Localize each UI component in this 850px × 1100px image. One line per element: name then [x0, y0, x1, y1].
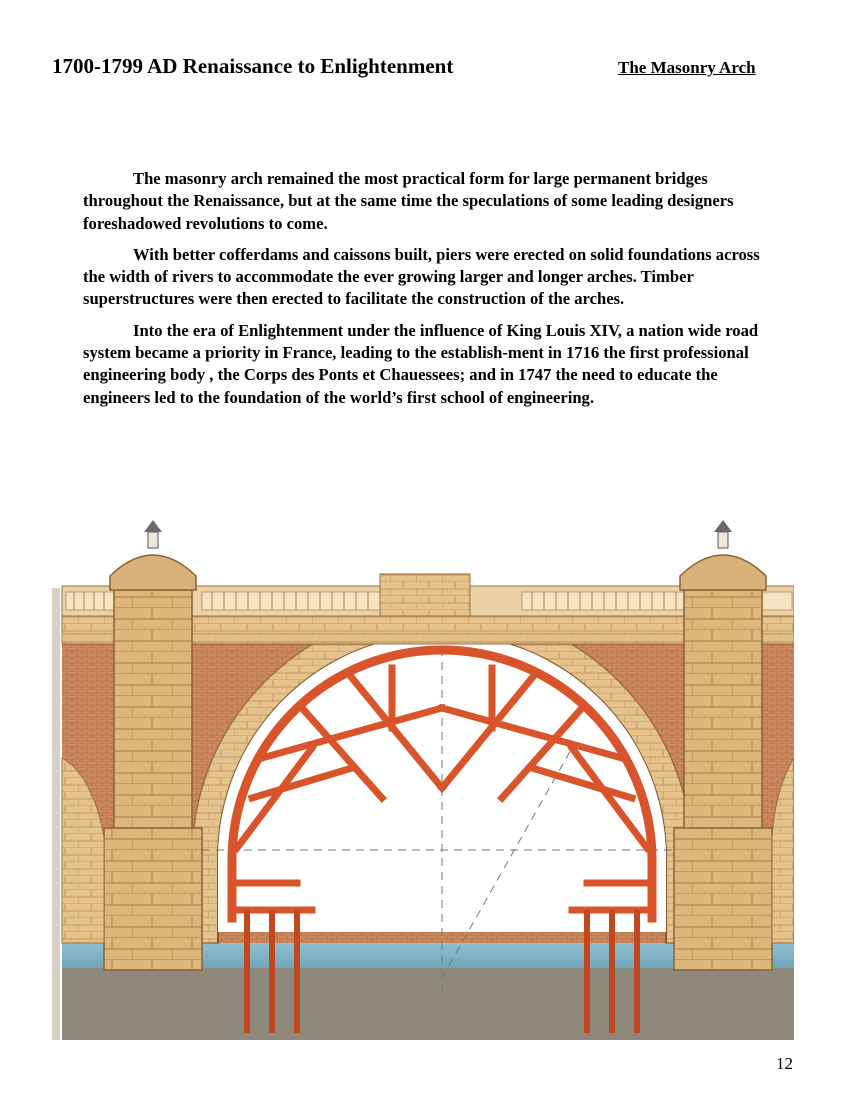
- central-pedestal: [380, 574, 470, 616]
- bridge-illustration: [52, 498, 794, 1040]
- paragraph-1: The masonry arch remained the most practical form for large permanent bridges throughout the Renaissance, but at the same time the speculations of some leading designers foreshadowed revolutions to come.: [83, 169, 734, 233]
- right-lamp-icon: [718, 532, 728, 548]
- left-lamp-icon: [148, 532, 158, 548]
- paragraph-2: With better cofferdams and caissons built, piers were erected on solid foundations across the width of rivers to accommodate the ever growing larger and longer arches. Timber superstructures were then erected to facilitate the construction of the arches.: [83, 244, 760, 309]
- left-pier: [104, 520, 202, 970]
- page-gutter-shadow: [52, 588, 60, 1040]
- right-pier: [674, 520, 772, 970]
- page-number: 12: [776, 1054, 793, 1073]
- page-title: 1700-1799 AD Renaissance to Enlightenment: [52, 54, 454, 78]
- body-text: [83, 168, 763, 418]
- section-topic: The Masonry Arch: [618, 58, 756, 77]
- paragraph-3: Into the era of Enlightenment under the influence of King Louis XIV, a nation wide road system became a priority in France, leading to the establish-ment in 1716 the first professional engineering body , the Corps des Ponts et Chauessees; and in 1747 the need to educate the engineers led to the foundation of the world’s first school of engineering.: [83, 320, 759, 407]
